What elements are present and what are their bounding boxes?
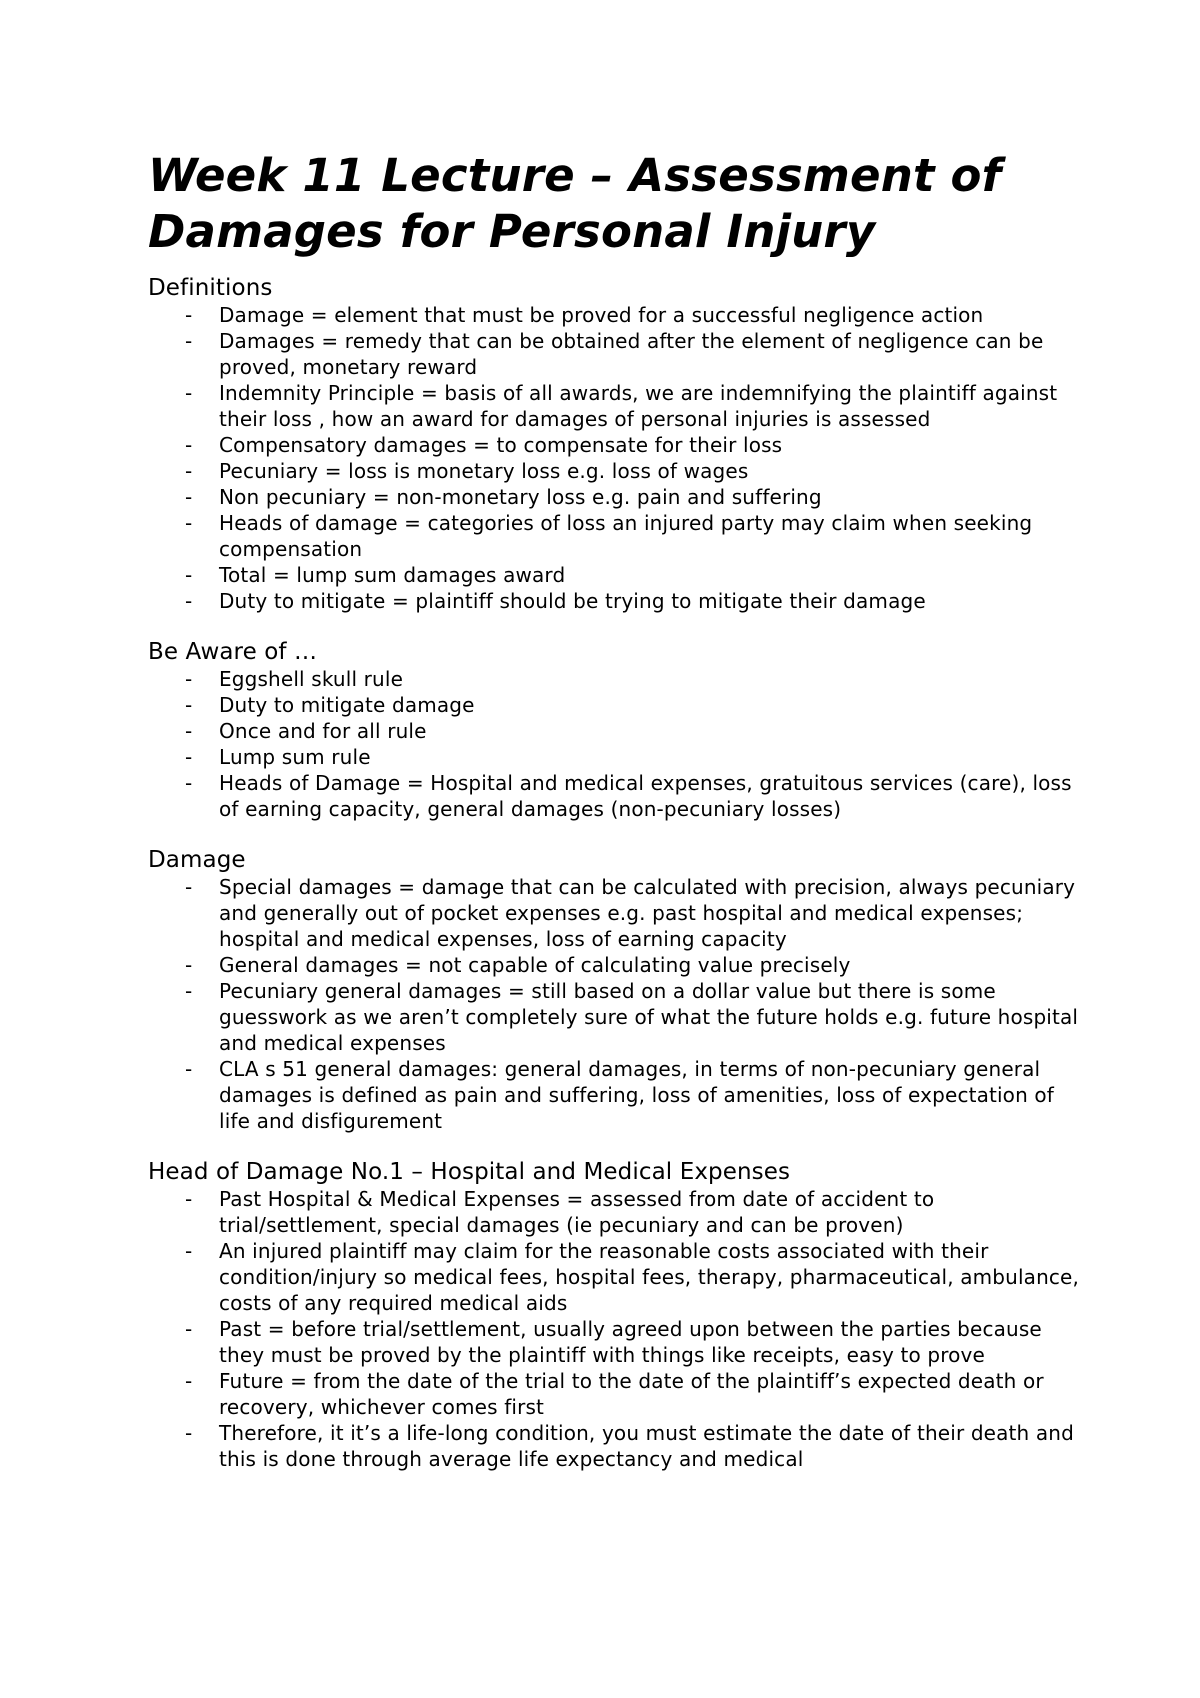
list-item-text: Heads of damage = categories of loss an injured party may claim when seeking compensation — [219, 511, 1033, 561]
bullet-dash: - — [185, 1317, 193, 1341]
bullet-dash: - — [185, 459, 193, 483]
list-item — [148, 1316, 1088, 1368]
bullet-dash: - — [185, 303, 193, 327]
list-item — [148, 380, 1088, 432]
section-heading: Definitions — [148, 275, 273, 301]
list-item-text: Pecuniary general damages = still based on a dollar value but there is some guesswork as we aren’t completely sure of what the future holds e.g. future hospital and medical expenses — [219, 979, 1079, 1055]
bullet-dash: - — [185, 1057, 193, 1081]
list-item-text: Damages = remedy that can be obtained after the element of negligence can be proved, monetary reward — [219, 329, 1044, 379]
list-item — [148, 588, 1088, 614]
list-item — [148, 458, 1088, 484]
bullet-dash: - — [185, 511, 193, 535]
list-item — [148, 692, 1088, 718]
list-item — [148, 978, 1088, 1056]
list-item-text: Total = lump sum damages award — [219, 563, 566, 587]
bullet-dash: - — [185, 433, 193, 457]
list-item — [148, 874, 1088, 952]
bullet-list — [148, 666, 1088, 822]
list-item-text: Indemnity Principle = basis of all awards, we are indemnifying the plaintiff against their loss , how an award for damages of personal injuries is assessed — [219, 381, 1058, 431]
bullet-dash: - — [185, 485, 193, 509]
list-item — [148, 1420, 1088, 1472]
list-item — [148, 1238, 1088, 1316]
list-item-text: Special damages = damage that can be calculated with precision, always pecuniary and generally out of pocket expenses e.g. past hospital and medical expenses; hospital and medical expenses, loss of earning capacity — [219, 875, 1076, 951]
list-item-text: Lump sum rule — [219, 745, 371, 769]
list-item-text: Future = from the date of the trial to the date of the plaintiff’s expected death or recovery, whichever comes first — [219, 1369, 1044, 1419]
bullet-dash: - — [185, 563, 193, 587]
list-item — [148, 1186, 1088, 1238]
bullet-list — [148, 302, 1088, 614]
list-item-text: An injured plaintiff may claim for the reasonable costs associated with their condition/injury so medical fees, hospital fees, therapy, pharmaceutical, ambulance, costs of any required medical aids — [219, 1239, 1080, 1315]
section-heading: Be Aware of … — [148, 639, 318, 665]
list-item — [148, 1368, 1088, 1420]
list-item-text: Past Hospital & Medical Expenses = assessed from date of accident to trial/settlement, special damages (ie pecuniary and can be proven) — [219, 1187, 935, 1237]
list-item-text: Duty to mitigate damage — [219, 693, 475, 717]
list-item-text: Eggshell skull rule — [219, 667, 404, 691]
document-title: Week 11 Lecture – Assessment of Damages for Personal Injury — [148, 149, 1002, 258]
list-item — [148, 484, 1088, 510]
list-item-text: Past = before trial/settlement, usually agreed upon between the parties because they must be proved by the plaintiff with things like receipts, easy to prove — [219, 1317, 1042, 1367]
list-item-text: CLA s 51 general damages: general damages, in terms of non-pecuniary general damages is defined as pain and suffering, loss of amenities, loss of expectation of life and disfigurement — [219, 1057, 1054, 1133]
bullet-dash: - — [185, 1369, 193, 1393]
list-item — [148, 302, 1088, 328]
section-definitions — [148, 274, 1088, 614]
bullet-dash: - — [185, 745, 193, 769]
bullet-dash: - — [185, 1187, 193, 1211]
bullet-dash: - — [185, 693, 193, 717]
list-item — [148, 744, 1088, 770]
list-item-text: Duty to mitigate = plaintiff should be trying to mitigate their damage — [219, 589, 926, 613]
bullet-dash: - — [185, 953, 193, 977]
bullet-dash: - — [185, 771, 193, 795]
bullet-dash: - — [185, 667, 193, 691]
list-item — [148, 718, 1088, 744]
document-page — [148, 148, 1088, 1472]
section-heading: Head of Damage No.1 – Hospital and Medical Expenses — [148, 1159, 791, 1185]
list-item-text: Therefore, it it’s a life-long condition, you must estimate the date of their death and this is done through average life expectancy and medical — [219, 1421, 1074, 1471]
list-item — [148, 328, 1088, 380]
list-item — [148, 770, 1088, 822]
bullet-dash: - — [185, 381, 193, 405]
list-item-text: Damage = element that must be proved for a successful negligence action — [219, 303, 984, 327]
bullet-list — [148, 1186, 1088, 1472]
section-be-aware — [148, 638, 1088, 822]
bullet-dash: - — [185, 589, 193, 613]
list-item-text: Heads of Damage = Hospital and medical expenses, gratuitous services (care), loss of earning capacity, general damages (non-pecuniary losses) — [219, 771, 1072, 821]
bullet-dash: - — [185, 875, 193, 899]
list-item-text: Compensatory damages = to compensate for their loss — [219, 433, 783, 457]
list-item — [148, 1056, 1088, 1134]
bullet-dash: - — [185, 979, 193, 1003]
list-item-text: Once and for all rule — [219, 719, 427, 743]
list-item-text: Pecuniary = loss is monetary loss e.g. loss of wages — [219, 459, 749, 483]
list-item — [148, 562, 1088, 588]
list-item — [148, 432, 1088, 458]
section-hospital-medical-expenses — [148, 1158, 1088, 1472]
bullet-dash: - — [185, 329, 193, 353]
section-damage — [148, 846, 1088, 1134]
bullet-dash: - — [185, 719, 193, 743]
bullet-dash: - — [185, 1239, 193, 1263]
list-item — [148, 666, 1088, 692]
list-item-text: General damages = not capable of calculating value precisely — [219, 953, 851, 977]
list-item — [148, 952, 1088, 978]
bullet-dash: - — [185, 1421, 193, 1445]
section-heading: Damage — [148, 847, 246, 873]
bullet-list — [148, 874, 1088, 1134]
list-item-text: Non pecuniary = non-monetary loss e.g. pain and suffering — [219, 485, 822, 509]
list-item — [148, 510, 1088, 562]
